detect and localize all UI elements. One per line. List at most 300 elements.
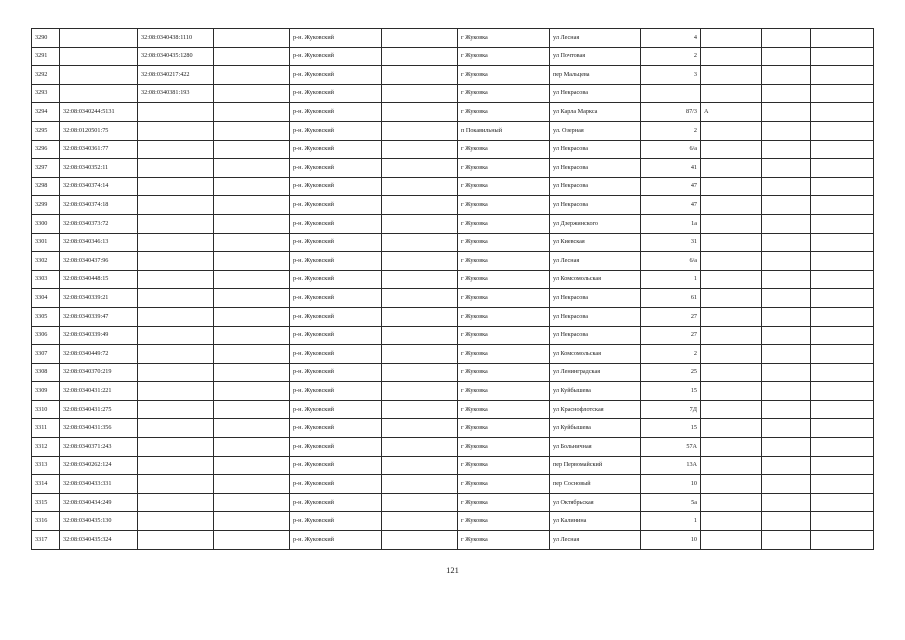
row-number-cell: 3317 bbox=[32, 531, 60, 550]
settlement-cell: г Жуковка bbox=[458, 289, 550, 308]
cadastral-number-cell: 32:08:0340448:15 bbox=[60, 270, 138, 289]
row-number-cell: 3301 bbox=[32, 233, 60, 252]
building-letter-cell bbox=[701, 493, 762, 512]
table-row bbox=[32, 382, 874, 401]
empty-cell bbox=[382, 252, 458, 271]
district-cell: р-н. Жуковский bbox=[290, 47, 382, 66]
settlement-cell: г Жуковка bbox=[458, 233, 550, 252]
cadastral-number-cell: 32:08:0340373:72 bbox=[60, 214, 138, 233]
district-cell: р-н. Жуковский bbox=[290, 103, 382, 122]
house-number-cell: 7Д bbox=[641, 400, 701, 419]
table-row bbox=[32, 214, 874, 233]
cadastral-number-cell: 32:08:0340262:124 bbox=[60, 456, 138, 475]
empty-cell bbox=[214, 140, 290, 159]
house-number-cell: 1 bbox=[641, 512, 701, 531]
district-cell: р-н. Жуковский bbox=[290, 252, 382, 271]
district-cell: р-н. Жуковский bbox=[290, 29, 382, 48]
cadastral-number-cell: 32:08:0340370:219 bbox=[60, 363, 138, 382]
table-row bbox=[32, 84, 874, 103]
house-number-cell: 3 bbox=[641, 66, 701, 85]
house-number-cell: 2 bbox=[641, 121, 701, 140]
district-cell: р-н. Жуковский bbox=[290, 140, 382, 159]
settlement-cell: г Жуковка bbox=[458, 84, 550, 103]
empty-cell bbox=[762, 456, 811, 475]
street-cell: пер Первомайский bbox=[550, 456, 641, 475]
cadastral-number-cell: 32:08:0340352:11 bbox=[60, 159, 138, 178]
district-cell: р-н. Жуковский bbox=[290, 121, 382, 140]
street-cell: ул. Озерная bbox=[550, 121, 641, 140]
cadastral-number-cell: 32:08:0340244:5131 bbox=[60, 103, 138, 122]
house-number-cell: 41 bbox=[641, 159, 701, 178]
building-letter-cell bbox=[701, 363, 762, 382]
building-cadastral-number-cell bbox=[138, 438, 214, 457]
empty-cell bbox=[762, 103, 811, 122]
empty-cell bbox=[762, 531, 811, 550]
table-row bbox=[32, 289, 874, 308]
empty-cell bbox=[214, 307, 290, 326]
empty-cell bbox=[811, 438, 874, 457]
building-cadastral-number-cell bbox=[138, 475, 214, 494]
row-number-cell: 3294 bbox=[32, 103, 60, 122]
street-cell: ул Куйбышева bbox=[550, 382, 641, 401]
empty-cell bbox=[762, 233, 811, 252]
empty-cell bbox=[762, 382, 811, 401]
table-row bbox=[32, 233, 874, 252]
table-row bbox=[32, 270, 874, 289]
building-cadastral-number-cell bbox=[138, 196, 214, 215]
house-number-cell: 2 bbox=[641, 345, 701, 364]
empty-cell bbox=[214, 382, 290, 401]
building-letter-cell bbox=[701, 214, 762, 233]
building-letter-cell bbox=[701, 29, 762, 48]
empty-cell bbox=[382, 326, 458, 345]
empty-cell bbox=[762, 196, 811, 215]
house-number-cell: 31 bbox=[641, 233, 701, 252]
house-number-cell: 10 bbox=[641, 531, 701, 550]
house-number-cell: 15 bbox=[641, 382, 701, 401]
row-number-cell: 3299 bbox=[32, 196, 60, 215]
empty-cell bbox=[762, 121, 811, 140]
cadastral-number-cell bbox=[60, 47, 138, 66]
street-cell: ул Карла Маркса bbox=[550, 103, 641, 122]
building-letter-cell bbox=[701, 252, 762, 271]
table-row bbox=[32, 29, 874, 48]
empty-cell bbox=[762, 307, 811, 326]
building-letter-cell bbox=[701, 233, 762, 252]
building-cadastral-number-cell bbox=[138, 419, 214, 438]
building-letter-cell bbox=[701, 345, 762, 364]
empty-cell bbox=[382, 233, 458, 252]
street-cell: ул Октябрьская bbox=[550, 493, 641, 512]
empty-cell bbox=[214, 66, 290, 85]
empty-cell bbox=[811, 121, 874, 140]
table-row bbox=[32, 456, 874, 475]
empty-cell bbox=[214, 289, 290, 308]
settlement-cell: г Жуковка bbox=[458, 177, 550, 196]
empty-cell bbox=[762, 252, 811, 271]
district-cell: р-н. Жуковский bbox=[290, 196, 382, 215]
settlement-cell: г Жуковка bbox=[458, 66, 550, 85]
district-cell: р-н. Жуковский bbox=[290, 400, 382, 419]
table-row bbox=[32, 140, 874, 159]
row-number-cell: 3291 bbox=[32, 47, 60, 66]
empty-cell bbox=[382, 140, 458, 159]
building-letter-cell bbox=[701, 270, 762, 289]
table-row bbox=[32, 419, 874, 438]
street-cell: ул Лесная bbox=[550, 531, 641, 550]
cadastral-number-cell: 32:08:0340371:243 bbox=[60, 438, 138, 457]
building-letter-cell bbox=[701, 307, 762, 326]
district-cell: р-н. Жуковский bbox=[290, 531, 382, 550]
building-letter-cell bbox=[701, 159, 762, 178]
table-row bbox=[32, 438, 874, 457]
row-number-cell: 3311 bbox=[32, 419, 60, 438]
district-cell: р-н. Жуковский bbox=[290, 177, 382, 196]
table-row bbox=[32, 103, 874, 122]
empty-cell bbox=[382, 438, 458, 457]
cadastral-number-cell bbox=[60, 29, 138, 48]
empty-cell bbox=[811, 270, 874, 289]
district-cell: р-н. Жуковский bbox=[290, 419, 382, 438]
building-letter-cell bbox=[701, 121, 762, 140]
district-cell: р-н. Жуковский bbox=[290, 456, 382, 475]
empty-cell bbox=[214, 121, 290, 140]
empty-cell bbox=[214, 363, 290, 382]
street-cell: ул Почтовая bbox=[550, 47, 641, 66]
empty-cell bbox=[811, 363, 874, 382]
row-number-cell: 3314 bbox=[32, 475, 60, 494]
empty-cell bbox=[811, 214, 874, 233]
empty-cell bbox=[382, 475, 458, 494]
cadastral-number-cell: 32:08:0340339:49 bbox=[60, 326, 138, 345]
empty-cell bbox=[382, 214, 458, 233]
cadastral-number-cell: 32:08:0340374:18 bbox=[60, 196, 138, 215]
empty-cell bbox=[382, 270, 458, 289]
house-number-cell: 15 bbox=[641, 419, 701, 438]
row-number-cell: 3305 bbox=[32, 307, 60, 326]
empty-cell bbox=[382, 307, 458, 326]
house-number-cell: 10 bbox=[641, 475, 701, 494]
empty-cell bbox=[762, 345, 811, 364]
row-number-cell: 3316 bbox=[32, 512, 60, 531]
house-number-cell: 25 bbox=[641, 363, 701, 382]
settlement-cell: г Жуковка bbox=[458, 493, 550, 512]
street-cell: ул Калинина bbox=[550, 512, 641, 531]
empty-cell bbox=[214, 326, 290, 345]
empty-cell bbox=[811, 531, 874, 550]
empty-cell bbox=[214, 159, 290, 178]
empty-cell bbox=[382, 29, 458, 48]
building-cadastral-number-cell bbox=[138, 140, 214, 159]
street-cell: ул Комсомольская bbox=[550, 345, 641, 364]
empty-cell bbox=[762, 493, 811, 512]
empty-cell bbox=[762, 438, 811, 457]
row-number-cell: 3315 bbox=[32, 493, 60, 512]
district-cell: р-н. Жуковский bbox=[290, 512, 382, 531]
empty-cell bbox=[762, 29, 811, 48]
building-cadastral-number-cell bbox=[138, 400, 214, 419]
building-cadastral-number-cell: 32:08:0340438:1110 bbox=[138, 29, 214, 48]
building-letter-cell bbox=[701, 326, 762, 345]
building-letter-cell bbox=[701, 382, 762, 401]
house-number-cell: 4 bbox=[641, 29, 701, 48]
district-cell: р-н. Жуковский bbox=[290, 214, 382, 233]
empty-cell bbox=[811, 29, 874, 48]
street-cell: ул Некрасова bbox=[550, 289, 641, 308]
empty-cell bbox=[214, 456, 290, 475]
building-cadastral-number-cell: 32:08:0340217:422 bbox=[138, 66, 214, 85]
street-cell: ул Лесная bbox=[550, 252, 641, 271]
settlement-cell: г Жуковка bbox=[458, 382, 550, 401]
empty-cell bbox=[214, 177, 290, 196]
house-number-cell: 13А bbox=[641, 456, 701, 475]
row-number-cell: 3297 bbox=[32, 159, 60, 178]
building-letter-cell: А bbox=[701, 103, 762, 122]
empty-cell bbox=[214, 29, 290, 48]
settlement-cell: г Жуковка bbox=[458, 419, 550, 438]
district-cell: р-н. Жуковский bbox=[290, 66, 382, 85]
street-cell: ул Некрасова bbox=[550, 326, 641, 345]
building-cadastral-number-cell bbox=[138, 214, 214, 233]
empty-cell bbox=[214, 252, 290, 271]
building-cadastral-number-cell bbox=[138, 382, 214, 401]
row-number-cell: 3295 bbox=[32, 121, 60, 140]
empty-cell bbox=[214, 233, 290, 252]
cadastral-number-cell: 32:08:0340339:21 bbox=[60, 289, 138, 308]
building-cadastral-number-cell bbox=[138, 326, 214, 345]
row-number-cell: 3302 bbox=[32, 252, 60, 271]
empty-cell bbox=[382, 121, 458, 140]
empty-cell bbox=[811, 493, 874, 512]
row-number-cell: 3306 bbox=[32, 326, 60, 345]
building-letter-cell bbox=[701, 419, 762, 438]
table-row bbox=[32, 66, 874, 85]
district-cell: р-н. Жуковский bbox=[290, 382, 382, 401]
empty-cell bbox=[811, 419, 874, 438]
street-cell: ул Краснофлотская bbox=[550, 400, 641, 419]
building-cadastral-number-cell bbox=[138, 121, 214, 140]
street-cell: ул Некрасова bbox=[550, 140, 641, 159]
empty-cell bbox=[382, 103, 458, 122]
house-number-cell: 1 bbox=[641, 270, 701, 289]
building-letter-cell bbox=[701, 47, 762, 66]
district-cell: р-н. Жуковский bbox=[290, 475, 382, 494]
settlement-cell: г Жуковка bbox=[458, 400, 550, 419]
empty-cell bbox=[214, 345, 290, 364]
house-number-cell: 57А bbox=[641, 438, 701, 457]
empty-cell bbox=[214, 47, 290, 66]
table-row bbox=[32, 196, 874, 215]
empty-cell bbox=[214, 400, 290, 419]
house-number-cell: 61 bbox=[641, 289, 701, 308]
house-number-cell: 27 bbox=[641, 307, 701, 326]
settlement-cell: г Жуковка bbox=[458, 47, 550, 66]
empty-cell bbox=[382, 159, 458, 178]
empty-cell bbox=[762, 363, 811, 382]
row-number-cell: 3308 bbox=[32, 363, 60, 382]
table-row bbox=[32, 252, 874, 271]
cadastral-number-cell: 32:08:0340431:221 bbox=[60, 382, 138, 401]
row-number-cell: 3312 bbox=[32, 438, 60, 457]
empty-cell bbox=[382, 531, 458, 550]
building-cadastral-number-cell bbox=[138, 270, 214, 289]
district-cell: р-н. Жуковский bbox=[290, 289, 382, 308]
cadastral-number-cell: 32:08:0120501:75 bbox=[60, 121, 138, 140]
table-row bbox=[32, 400, 874, 419]
house-number-cell: 6/а bbox=[641, 252, 701, 271]
empty-cell bbox=[214, 475, 290, 494]
settlement-cell: г Жуковка bbox=[458, 214, 550, 233]
cadastral-number-cell: 32:08:0340431:356 bbox=[60, 419, 138, 438]
row-number-cell: 3310 bbox=[32, 400, 60, 419]
empty-cell bbox=[382, 345, 458, 364]
cadastral-number-cell: 32:08:0340433:331 bbox=[60, 475, 138, 494]
street-cell: ул Некрасова bbox=[550, 196, 641, 215]
building-cadastral-number-cell bbox=[138, 363, 214, 382]
empty-cell bbox=[214, 493, 290, 512]
empty-cell bbox=[762, 419, 811, 438]
house-number-cell: 1а bbox=[641, 214, 701, 233]
street-cell: ул Ленинградская bbox=[550, 363, 641, 382]
cadastral-number-cell bbox=[60, 84, 138, 103]
settlement-cell: г Жуковка bbox=[458, 29, 550, 48]
building-letter-cell bbox=[701, 438, 762, 457]
settlement-cell: г Жуковка bbox=[458, 512, 550, 531]
empty-cell bbox=[382, 177, 458, 196]
district-cell: р-н. Жуковский bbox=[290, 159, 382, 178]
settlement-cell: г Жуковка bbox=[458, 103, 550, 122]
empty-cell bbox=[811, 307, 874, 326]
row-number-cell: 3303 bbox=[32, 270, 60, 289]
settlement-cell: г Жуковка bbox=[458, 438, 550, 457]
empty-cell bbox=[382, 363, 458, 382]
building-cadastral-number-cell bbox=[138, 159, 214, 178]
empty-cell bbox=[762, 214, 811, 233]
empty-cell bbox=[811, 177, 874, 196]
street-cell: ул Комсомольская bbox=[550, 270, 641, 289]
empty-cell bbox=[762, 512, 811, 531]
building-cadastral-number-cell bbox=[138, 531, 214, 550]
settlement-cell: г Жуковка bbox=[458, 307, 550, 326]
building-letter-cell bbox=[701, 531, 762, 550]
empty-cell bbox=[811, 400, 874, 419]
empty-cell bbox=[762, 326, 811, 345]
district-cell: р-н. Жуковский bbox=[290, 493, 382, 512]
empty-cell bbox=[214, 531, 290, 550]
district-cell: р-н. Жуковский bbox=[290, 326, 382, 345]
row-number-cell: 3313 bbox=[32, 456, 60, 475]
empty-cell bbox=[214, 214, 290, 233]
empty-cell bbox=[214, 438, 290, 457]
table-row bbox=[32, 493, 874, 512]
building-cadastral-number-cell bbox=[138, 177, 214, 196]
street-cell: ул Больничная bbox=[550, 438, 641, 457]
district-cell: р-н. Жуковский bbox=[290, 270, 382, 289]
empty-cell bbox=[382, 456, 458, 475]
empty-cell bbox=[762, 140, 811, 159]
empty-cell bbox=[811, 159, 874, 178]
building-cadastral-number-cell bbox=[138, 103, 214, 122]
settlement-cell: г Жуковка bbox=[458, 196, 550, 215]
street-cell: ул Некрасова bbox=[550, 159, 641, 178]
building-letter-cell bbox=[701, 66, 762, 85]
empty-cell bbox=[811, 84, 874, 103]
empty-cell bbox=[382, 493, 458, 512]
empty-cell bbox=[382, 400, 458, 419]
row-number-cell: 3309 bbox=[32, 382, 60, 401]
street-cell: ул Некрасова bbox=[550, 307, 641, 326]
street-cell: ул Куйбышева bbox=[550, 419, 641, 438]
house-number-cell: 5а bbox=[641, 493, 701, 512]
empty-cell bbox=[762, 66, 811, 85]
table-row bbox=[32, 307, 874, 326]
cadastral-number-cell: 32:08:0340434:249 bbox=[60, 493, 138, 512]
table-row bbox=[32, 363, 874, 382]
settlement-cell: п Покавильный bbox=[458, 121, 550, 140]
empty-cell bbox=[762, 400, 811, 419]
building-letter-cell bbox=[701, 196, 762, 215]
registry-table bbox=[31, 28, 874, 550]
empty-cell bbox=[811, 512, 874, 531]
table-row bbox=[32, 345, 874, 364]
settlement-cell: г Жуковка bbox=[458, 456, 550, 475]
building-cadastral-number-cell bbox=[138, 289, 214, 308]
building-cadastral-number-cell: 32:08:0340435:1280 bbox=[138, 47, 214, 66]
house-number-cell: 47 bbox=[641, 177, 701, 196]
street-cell: ул Лесная bbox=[550, 29, 641, 48]
row-number-cell: 3290 bbox=[32, 29, 60, 48]
cadastral-number-cell: 32:08:0340435:130 bbox=[60, 512, 138, 531]
building-cadastral-number-cell bbox=[138, 456, 214, 475]
table-row bbox=[32, 531, 874, 550]
building-letter-cell bbox=[701, 400, 762, 419]
building-letter-cell bbox=[701, 177, 762, 196]
cadastral-number-cell: 32:08:0340431:275 bbox=[60, 400, 138, 419]
registry-sheet bbox=[31, 28, 873, 550]
cadastral-number-cell: 32:08:0340361:77 bbox=[60, 140, 138, 159]
building-letter-cell bbox=[701, 289, 762, 308]
row-number-cell: 3300 bbox=[32, 214, 60, 233]
street-cell: ул Дзержинского bbox=[550, 214, 641, 233]
table-row bbox=[32, 177, 874, 196]
empty-cell bbox=[811, 326, 874, 345]
house-number-cell: 87/3 bbox=[641, 103, 701, 122]
settlement-cell: г Жуковка bbox=[458, 270, 550, 289]
house-number-cell bbox=[641, 84, 701, 103]
settlement-cell: г Жуковка bbox=[458, 159, 550, 178]
empty-cell bbox=[382, 84, 458, 103]
building-cadastral-number-cell bbox=[138, 307, 214, 326]
building-cadastral-number-cell bbox=[138, 233, 214, 252]
cadastral-number-cell: 32:08:0340449:72 bbox=[60, 345, 138, 364]
building-letter-cell bbox=[701, 456, 762, 475]
empty-cell bbox=[214, 512, 290, 531]
empty-cell bbox=[762, 177, 811, 196]
district-cell: р-н. Жуковский bbox=[290, 233, 382, 252]
empty-cell bbox=[762, 84, 811, 103]
cadastral-number-cell: 32:08:0340374:14 bbox=[60, 177, 138, 196]
empty-cell bbox=[811, 66, 874, 85]
table-row bbox=[32, 512, 874, 531]
row-number-cell: 3293 bbox=[32, 84, 60, 103]
house-number-cell: 6/а bbox=[641, 140, 701, 159]
cadastral-number-cell: 32:08:0340339:47 bbox=[60, 307, 138, 326]
empty-cell bbox=[811, 289, 874, 308]
building-cadastral-number-cell bbox=[138, 493, 214, 512]
empty-cell bbox=[382, 419, 458, 438]
street-cell: ул Некрасова bbox=[550, 84, 641, 103]
empty-cell bbox=[762, 47, 811, 66]
